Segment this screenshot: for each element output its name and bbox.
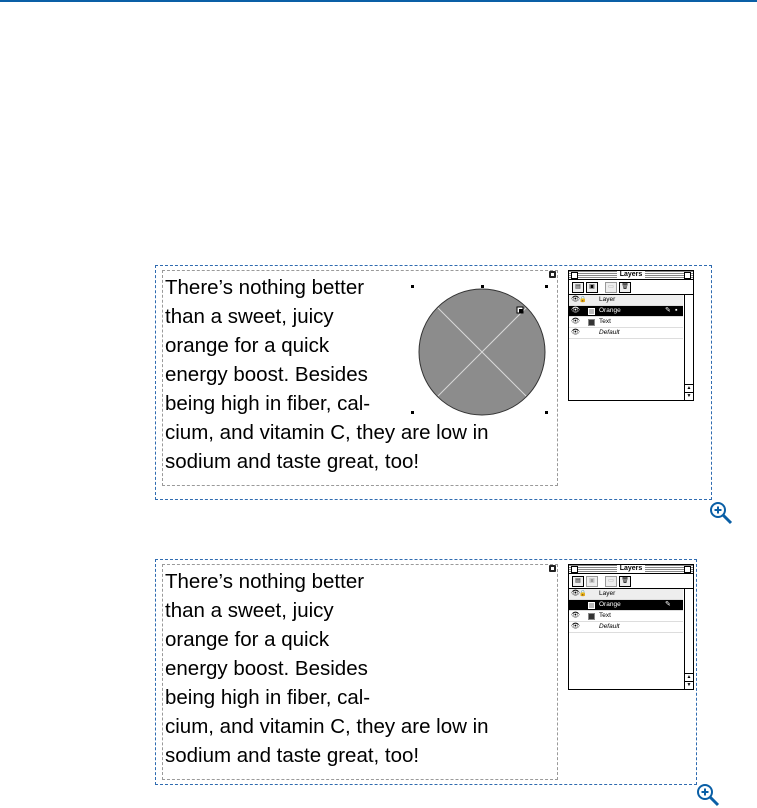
- palette-title: Layers: [617, 565, 646, 572]
- paragraph-line: energy boost. Besides: [165, 657, 368, 680]
- layer-name: Default: [599, 623, 620, 630]
- paragraph-line: There’s nothing better: [165, 570, 365, 593]
- paragraph-line: than a sweet, juicy: [165, 599, 334, 622]
- layer-options-icon[interactable]: ▣: [586, 576, 598, 587]
- layer-options-icon[interactable]: ▣: [586, 282, 598, 293]
- eye-icon[interactable]: 👁: [571, 307, 580, 314]
- scroll-up-icon[interactable]: ▲: [686, 674, 692, 680]
- layer-name: Default: [599, 329, 620, 336]
- duplicate-layer-icon[interactable]: ▭: [605, 282, 617, 293]
- paragraph-line: orange for a quick: [165, 628, 330, 651]
- layer-color-swatch: [588, 613, 595, 620]
- layers-palette[interactable]: [568, 564, 694, 690]
- layer-name: Text: [599, 612, 611, 619]
- eye-icon[interactable]: 👁: [571, 623, 580, 630]
- paragraph-line: sodium and taste great, too!: [165, 744, 420, 767]
- paragraph-line: sodium and taste great, too!: [165, 450, 420, 473]
- paragraph-line: orange for a quick: [165, 334, 330, 357]
- eye-icon[interactable]: 👁: [571, 329, 580, 336]
- palette-title: Layers: [617, 271, 646, 278]
- palette-scrollbar[interactable]: [684, 295, 693, 400]
- layer-row-text[interactable]: [569, 611, 683, 622]
- frame-link-icon: [549, 565, 556, 572]
- layer-color-swatch: [588, 602, 595, 609]
- orange-circle-shape[interactable]: [418, 288, 546, 416]
- selection-handle[interactable]: [481, 285, 484, 288]
- paragraph-line: There’s nothing better: [165, 276, 365, 299]
- selection-handle[interactable]: [411, 285, 414, 288]
- duplicate-layer-icon[interactable]: ▭: [605, 576, 617, 587]
- close-box-icon[interactable]: [571, 272, 578, 279]
- layer-row-text[interactable]: [569, 317, 683, 328]
- layer-color-swatch: [588, 308, 595, 315]
- collapse-box-icon[interactable]: [684, 566, 691, 573]
- new-layer-icon[interactable]: ▤: [572, 576, 584, 587]
- pencil-icon: ✎: [665, 601, 671, 608]
- paragraph-line: than a sweet, juicy: [165, 305, 334, 328]
- new-layer-icon[interactable]: ▤: [572, 282, 584, 293]
- eye-icon[interactable]: 👁: [571, 296, 580, 303]
- eye-icon[interactable]: 👁: [571, 612, 580, 619]
- palette-toolbar: [569, 574, 693, 589]
- paragraph: [165, 567, 489, 770]
- figure-with-orange-shape: [155, 265, 712, 500]
- paragraph-line: being high in fiber, cal-: [165, 686, 371, 709]
- layer-row-default[interactable]: [569, 622, 683, 633]
- selection-handle[interactable]: [545, 411, 548, 414]
- text-frame[interactable]: [162, 564, 558, 780]
- figure-without-orange-shape: [155, 559, 697, 785]
- top-rule: [0, 0, 757, 2]
- layer-row-orange[interactable]: [569, 306, 683, 317]
- lock-icon[interactable]: 🔒: [579, 297, 587, 303]
- close-box-icon[interactable]: [571, 566, 578, 573]
- palette-title-bar[interactable]: [569, 565, 693, 574]
- layer-row-orange[interactable]: [569, 600, 683, 611]
- layer-color-swatch: [588, 319, 595, 326]
- scroll-up-icon[interactable]: ▲: [686, 385, 692, 391]
- layer-name: Text: [599, 318, 611, 325]
- scroll-down-icon[interactable]: ▼: [686, 393, 692, 399]
- layer-name: Orange: [599, 601, 621, 608]
- eye-icon[interactable]: 👁: [571, 318, 580, 325]
- palette-scrollbar[interactable]: [684, 589, 693, 689]
- layers-palette[interactable]: [568, 270, 694, 401]
- layer-row-default[interactable]: [569, 328, 683, 339]
- zoom-in-icon[interactable]: [695, 782, 721, 808]
- layer-list: [569, 295, 683, 339]
- frame-link-icon: [549, 271, 556, 278]
- paragraph-line: energy boost. Besides: [165, 363, 368, 386]
- palette-title-bar[interactable]: [569, 271, 693, 280]
- scroll-down-icon[interactable]: ▼: [686, 682, 692, 688]
- layer-name: Orange: [599, 307, 621, 314]
- zoom-in-icon[interactable]: [708, 500, 734, 526]
- text-frame[interactable]: [162, 270, 558, 486]
- selection-indicator-icon: ▪: [675, 307, 678, 314]
- layer-name: Layer: [599, 590, 616, 597]
- palette-toolbar: [569, 280, 693, 295]
- layer-row-header[interactable]: [569, 295, 683, 306]
- selection-handle[interactable]: [545, 285, 548, 288]
- layer-list: [569, 589, 683, 633]
- eye-icon[interactable]: 👁: [571, 590, 580, 597]
- paragraph-line: cium, and vitamin C, they are low in: [165, 715, 489, 738]
- paragraph-line: being high in fiber, cal-: [165, 392, 371, 415]
- paragraph-line: cium, and vitamin C, they are low in: [165, 421, 489, 444]
- pencil-icon: ✎: [665, 307, 671, 314]
- collapse-box-icon[interactable]: [684, 272, 691, 279]
- trash-icon[interactable]: 🗑: [619, 576, 631, 587]
- selection-handle[interactable]: [411, 411, 414, 414]
- trash-icon[interactable]: 🗑: [619, 282, 631, 293]
- layer-name: Layer: [599, 296, 616, 303]
- lock-icon[interactable]: 🔒: [579, 591, 587, 597]
- layer-row-header[interactable]: [569, 589, 683, 600]
